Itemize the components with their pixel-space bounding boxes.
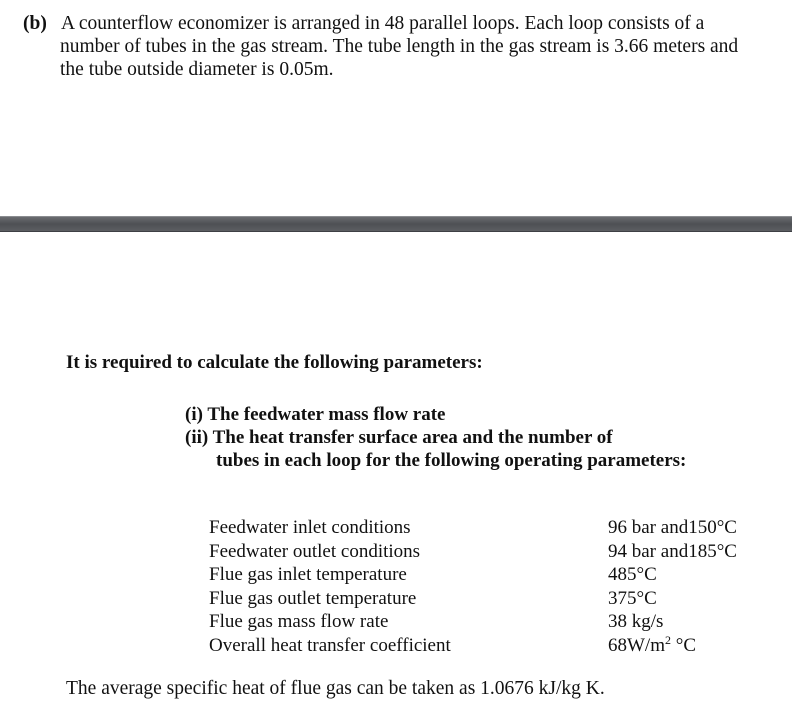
page-divider	[0, 216, 792, 232]
task-list	[185, 403, 686, 472]
param-row	[209, 610, 769, 634]
param-value: 485°C	[608, 564, 657, 585]
task-item-2: (ii) The heat transfer surface area and the number of	[185, 427, 613, 448]
param-row	[209, 563, 769, 587]
problem-statement	[23, 12, 778, 81]
param-value: 96 bar and150°C	[608, 517, 737, 538]
param-value: 94 bar and185°C	[608, 540, 737, 562]
param-name: Flue gas inlet temperature	[209, 564, 407, 585]
param-value-main: 68W/m	[608, 634, 665, 656]
param-name: Feedwater outlet conditions	[209, 540, 421, 562]
problem-line-1	[23, 12, 778, 35]
required-heading: It is required to calculate the following parameters:	[66, 352, 483, 373]
param-value: 38 kg/s	[608, 611, 664, 632]
param-name: Flue gas mass flow rate	[209, 611, 389, 632]
param-value-unit: °C	[671, 634, 697, 656]
param-name: Overall heat transfer coefficient	[209, 634, 451, 656]
param-name: Flue gas outlet temperature	[209, 587, 417, 609]
operating-parameters-table	[209, 516, 769, 657]
param-value: 375°C	[608, 587, 657, 609]
param-value-superscript: 2	[665, 632, 671, 647]
param-row	[209, 540, 769, 564]
problem-text-1: A counterflow economizer is arranged in 48 parallel loops. Each loop consists of a	[61, 13, 705, 34]
problem-label: (b)	[23, 13, 47, 34]
param-row	[209, 516, 769, 540]
task-item-1: (i) The feedwater mass flow rate	[185, 404, 446, 425]
problem-line-3: the tube outside diameter is 0.05m.	[60, 59, 334, 80]
problem-line-2: number of tubes in the gas stream. The tube length in the gas stream is 3.66 meters and	[60, 36, 739, 57]
param-row	[209, 587, 769, 611]
param-value	[608, 634, 696, 658]
task-item-2-continued: tubes in each loop for the following operating parameters:	[216, 450, 687, 471]
param-row	[209, 634, 769, 658]
specific-heat-note: The average specific heat of flue gas can be taken as 1.0676 kJ/kg K.	[66, 678, 605, 699]
param-name: Feedwater inlet conditions	[209, 517, 411, 538]
